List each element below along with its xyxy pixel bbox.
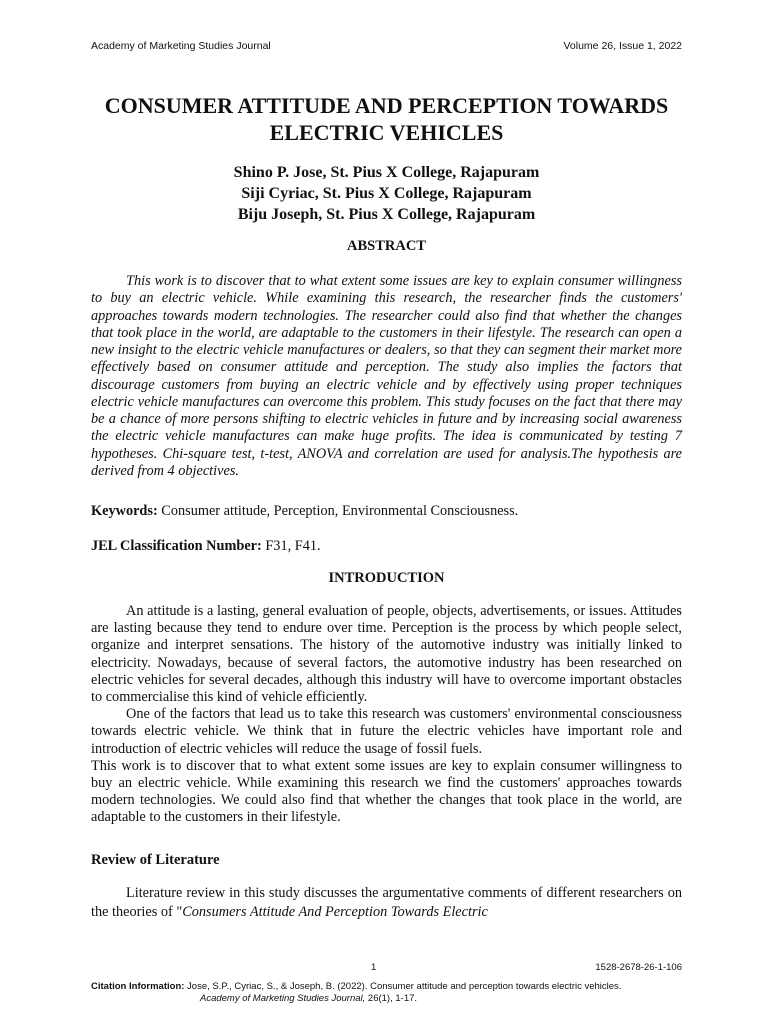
jel-label: JEL Classification Number:	[91, 538, 262, 554]
intro-paragraph-2: One of the factors that lead us to take this research was customers' environmental consciousness towards electric vehicle. We think that in future the electric vehicles have important role and introduction of electric vehicles will reduce the usage of fossil fuels.	[91, 706, 682, 757]
review-text-italic: Consumers Attitude And Perception Towards Electric	[182, 904, 488, 920]
author-2: Siji Cyriac, St. Pius X College, Rajapuram	[241, 185, 532, 202]
article-id: 1528-2678-26-1-106	[595, 962, 682, 973]
intro-paragraph-1: An attitude is a lasting, general evaluation of people, objects, advertisements, or issues. Attitudes are lasting because they tend to endure over time. Perception is the process by which people select, organize and interpret sensations. The history of the automotive industry was initially linked to electricity. Nowadays, because of several factors, the automotive industry has been researched on electric vehicles for several decades, although this industry will have to overcome important obstacles to commercialise this kind of vehicle efficiently.	[91, 603, 682, 706]
review-heading: Review of Literature	[91, 852, 220, 868]
author-1: Shino P. Jose, St. Pius X College, Rajapuram	[233, 164, 540, 181]
keywords-value: Consumer attitude, Perception, Environmental Consciousness.	[157, 503, 519, 519]
citation-journal: Academy of Marketing Studies Journal,	[200, 993, 366, 1004]
intro-paragraph-3: This work is to discover that to what extent some issues are key to explain consumer willingness to buy an electric vehicle. While examining this research we find the customers' approaches towards modern technologies. We could also find that whether the changes that took place in the world, are adaptable to the customers in their lifestyle.	[91, 757, 682, 826]
citation-text: Jose, S.P., Cyriac, S., & Joseph, B. (2022). Consumer attitude and perception towards electric vehicles.	[184, 981, 622, 992]
citation-tail: 26(1), 1-17.	[365, 993, 418, 1004]
jel-value: F31, F41.	[261, 538, 321, 554]
journal-name: Academy of Marketing Studies Journal	[91, 40, 271, 52]
citation-label: Citation Information:	[91, 981, 185, 992]
keywords-label: Keywords:	[91, 503, 158, 519]
citation-information	[91, 981, 682, 1005]
introduction-body	[91, 603, 682, 827]
paper-title: CONSUMER ATTITUDE AND PERCEPTION TOWARDS ELECTRIC VEHICLES	[104, 93, 669, 145]
author-list	[91, 162, 682, 225]
volume-info: Volume 26, Issue 1, 2022	[563, 40, 682, 52]
paper-page	[91, 0, 682, 1024]
introduction-heading: INTRODUCTION	[328, 570, 445, 586]
abstract-text: This work is to discover that to what extent some issues are key to explain consumer willingness to buy an electric vehicle. While examining this research, the researcher finds the customers' approaches towards modern technologies. The researcher could also find that whether the changes that took place in the world, are adaptable to the customers in their lifestyle. The research can open a new insight to the electric vehicle manufactures or dealers, so that they can segment their market more effectively based on consumer attitude and perception. The study also implies the factors that discourage customers from buying an electric vehicle and by effectively using proper techniques electric vehicle manufactures can overcome this problem. This study focuses on the fact that there may be a chance of more persons shifting to electric vehicles in future and by increasing social awareness the electric vehicle manufactures can make huge profits. The idea is communicated by testing 7 hypotheses. Chi-square test, t-test, ANOVA and correlation are used for analysis.The hypothesis are derived from 4 objectives.	[91, 273, 682, 479]
page-number: 1	[371, 962, 377, 973]
review-text-start: Literature review in this study discusses the argumentative comments of different researchers on the theories of "	[91, 885, 682, 920]
abstract-heading: ABSTRACT	[347, 238, 426, 254]
jel-line	[91, 538, 682, 555]
author-3: Biju Joseph, St. Pius X College, Rajapuram	[237, 206, 536, 223]
review-text	[91, 884, 682, 922]
keywords-line	[91, 503, 682, 520]
